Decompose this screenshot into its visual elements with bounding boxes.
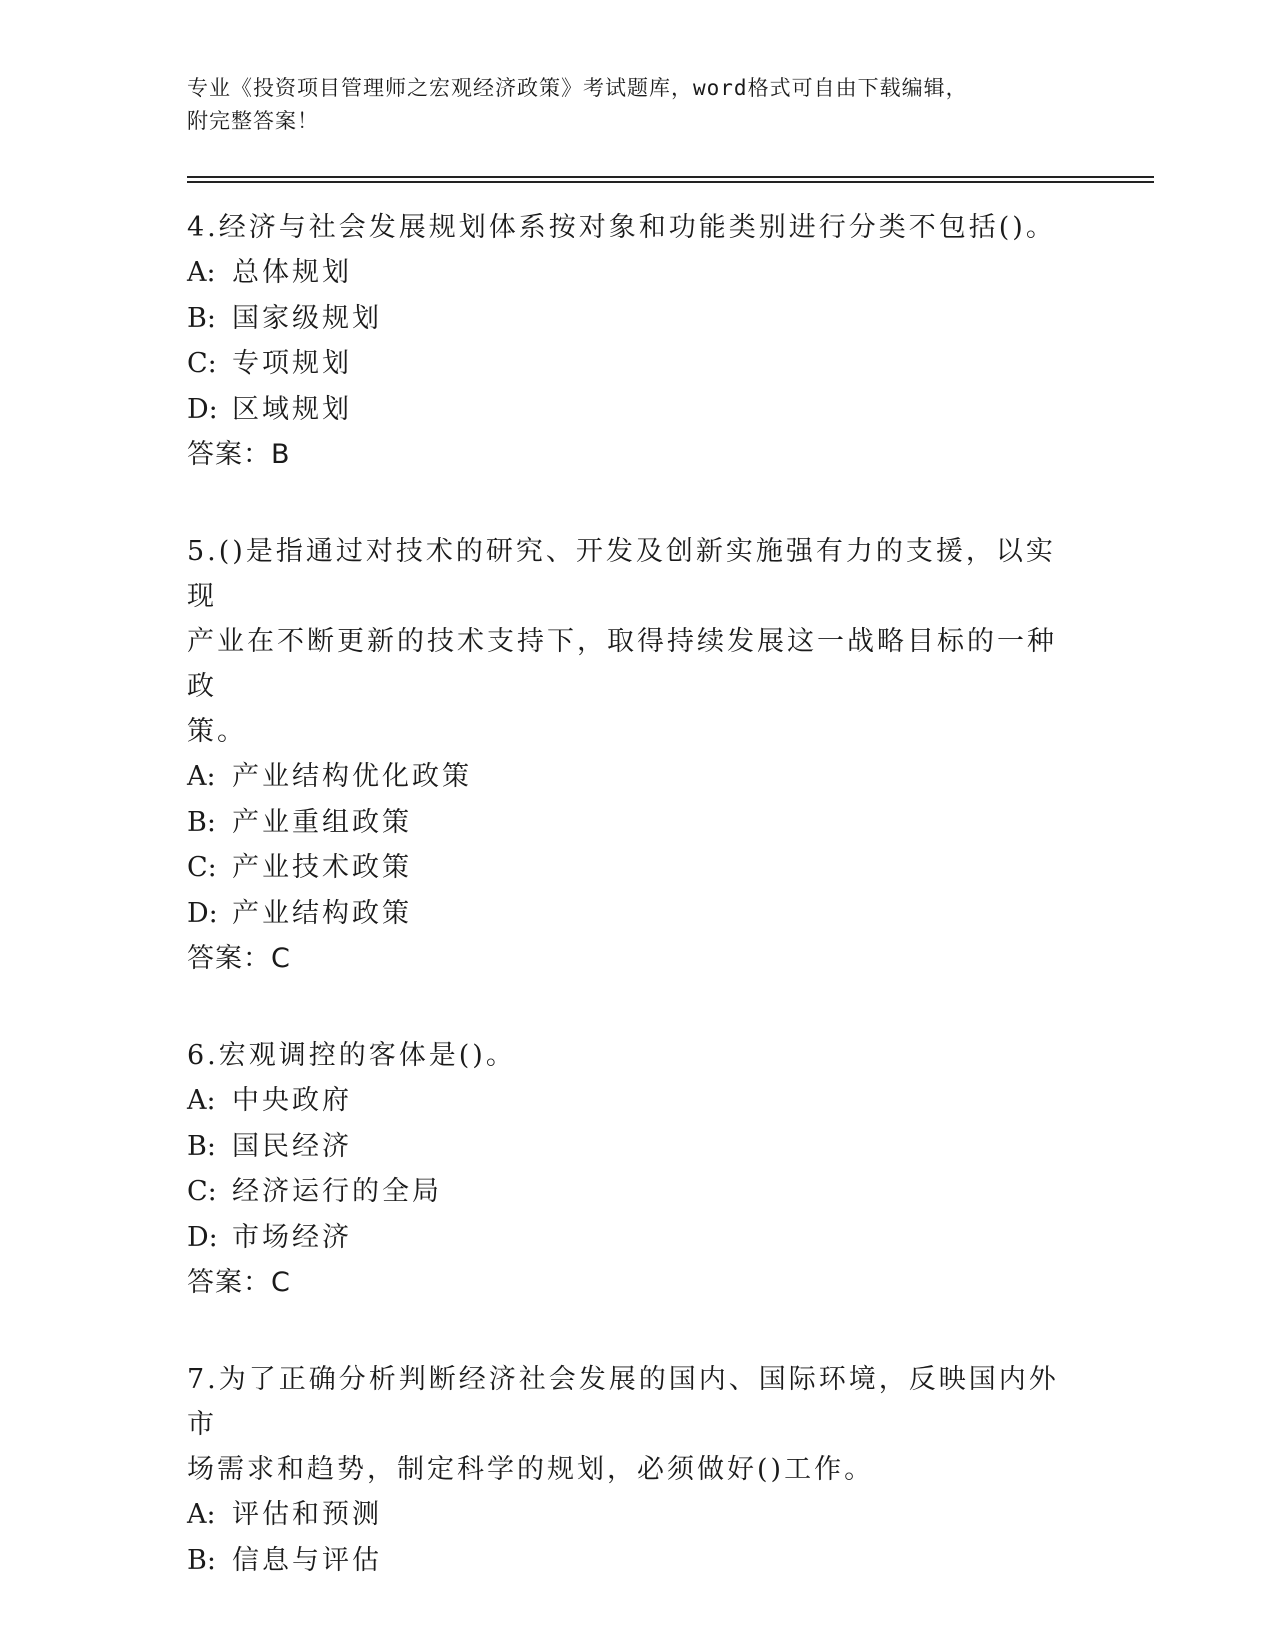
document-header [187,72,1067,138]
option-text: 区域规划 [232,393,352,425]
option-text: 产业结构政策 [232,897,412,929]
option-letter: D: [187,1221,218,1253]
option-a [187,1492,1067,1538]
option-text: 评估和预测 [232,1499,382,1530]
option-letter: A: [187,257,216,288]
option-letter: C: [187,1176,217,1207]
question-5 [187,529,1067,981]
option-text: 产业重组政策 [232,806,412,838]
question-text-line-1: 7.为了正确分析判断经济社会发展的国内、国际环境，反映国内外市 [187,1364,1059,1440]
option-c [187,1169,1067,1215]
option-text: 国民经济 [232,1130,352,1162]
header-line-1: 专业《投资项目管理师之宏观经济政策》考试题库，word格式可自由下载编辑， [187,76,968,100]
option-c [187,845,1067,891]
question-text: 4.经济与社会发展规划体系按对象和功能类别进行分类不包括()。 [187,212,1056,243]
option-text: 产业结构优化政策 [232,761,472,792]
option-letter: D: [187,393,218,425]
header-divider-top [187,176,1154,178]
option-a [187,754,1067,800]
option-b [187,1538,1067,1584]
question-text-line-1: 5.()是指通过对技术的研究、开发及创新实施强有力的支援，以实现 [187,536,1056,612]
option-letter: D: [187,897,218,929]
option-text: 经济运行的全局 [232,1176,442,1207]
option-text: 信息与评估 [232,1544,382,1576]
answer-label: 答案：B [187,439,291,470]
option-text: 国家级规划 [232,302,382,334]
option-c [187,341,1067,387]
option-letter: C: [187,852,217,883]
option-b [187,296,1067,342]
option-text: 市场经济 [232,1221,352,1253]
option-letter: B: [187,806,216,838]
option-text: 产业技术政策 [232,852,412,883]
option-letter: A: [187,761,216,792]
option-b [187,800,1067,846]
option-letter: B: [187,1544,216,1576]
header-line-2: 附完整答案！ [187,109,319,133]
question-text-line-2: 产业在不断更新的技术支持下，取得持续发展这一战略目标的一种政 [187,626,1057,702]
question-7 [187,1357,1067,1583]
answer-label: 答案：C [187,943,291,974]
option-letter: B: [187,1130,216,1162]
option-a [187,1078,1067,1124]
option-text: 总体规划 [232,257,352,288]
option-text: 专项规划 [232,348,352,379]
question-text-line-2: 场需求和趋势，制定科学的规划，必须做好()工作。 [187,1454,875,1485]
question-list [187,205,1067,1635]
question-6 [187,1033,1067,1305]
question-text: 6.宏观调控的客体是()。 [187,1040,516,1071]
option-b [187,1124,1067,1170]
option-letter: A: [187,1085,216,1116]
answer-label: 答案：C [187,1267,291,1298]
option-d [187,387,1067,433]
question-4 [187,205,1067,477]
option-letter: B: [187,302,216,334]
option-d [187,891,1067,937]
question-text-line-3: 策。 [187,716,247,747]
option-a [187,250,1067,296]
option-letter: C: [187,348,217,379]
option-text: 中央政府 [232,1085,352,1116]
header-divider-bottom [187,181,1154,183]
option-letter: A: [187,1499,216,1530]
option-d [187,1215,1067,1261]
